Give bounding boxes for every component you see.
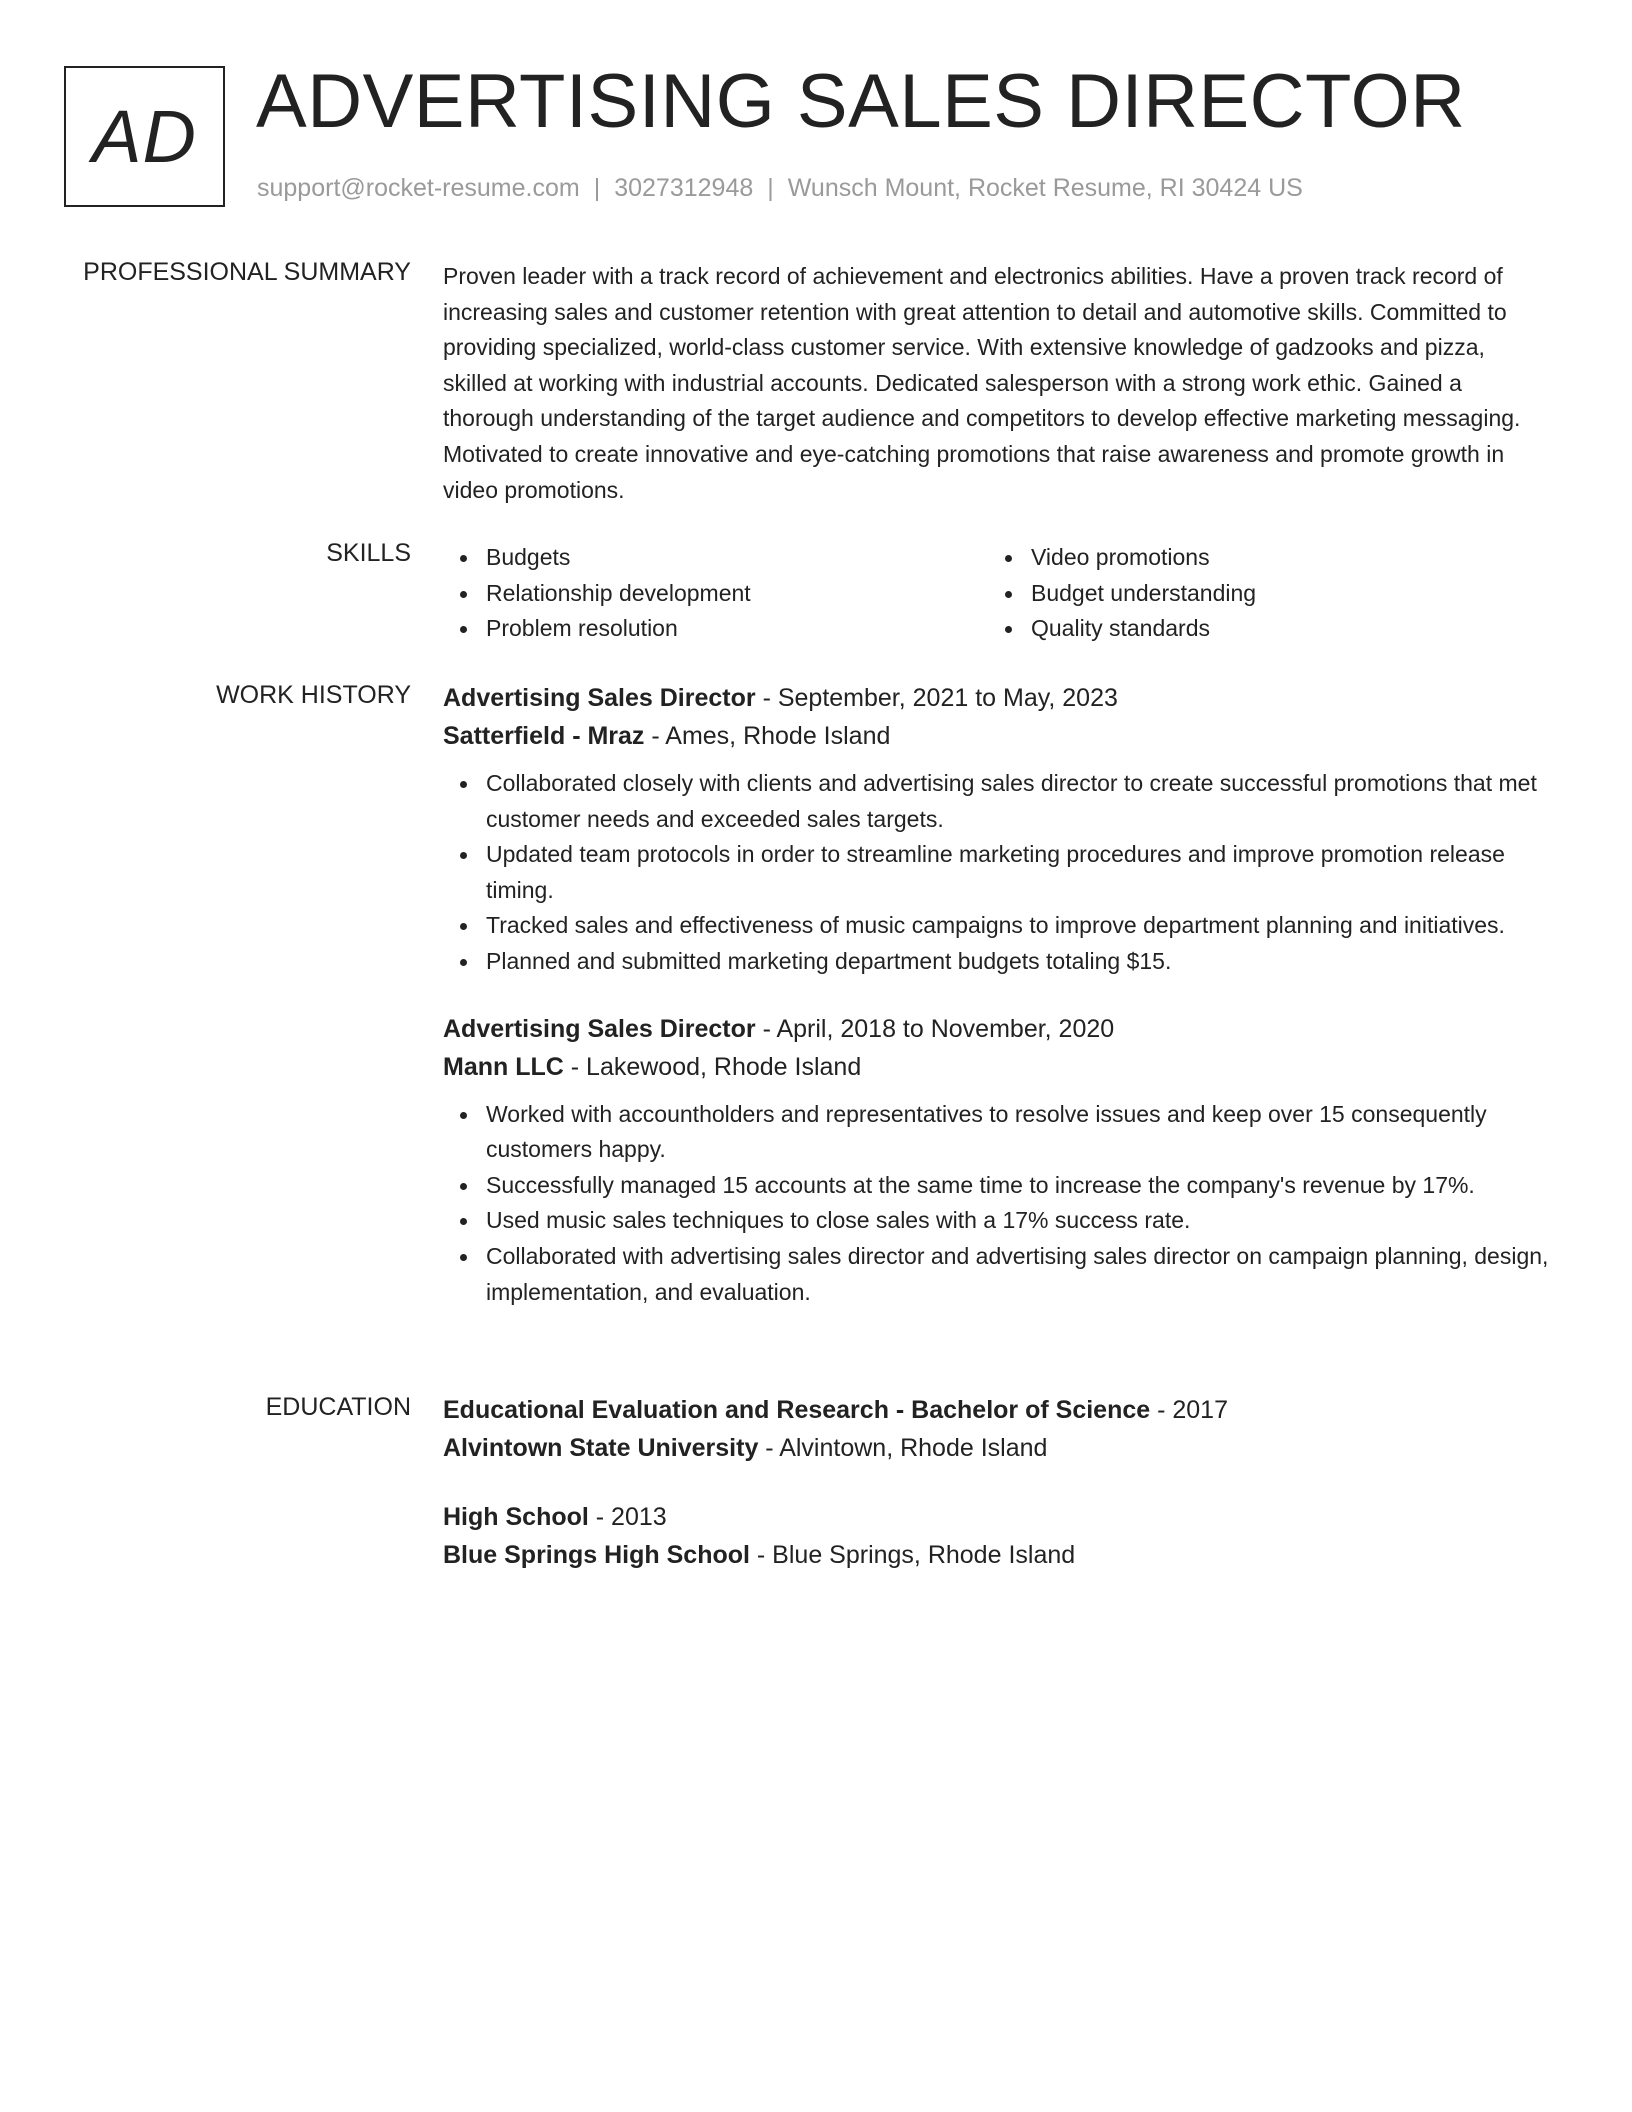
education-location: - Blue Springs, Rhode Island xyxy=(749,1541,1076,1569)
contact-separator: | xyxy=(593,174,601,202)
job-bullet: Worked with accountholders and representatives to resolve issues and keep over 15 consequently customers happy. xyxy=(443,1097,1553,1168)
job-bullet: Collaborated with advertising sales director and advertising sales director on campaign planning, design, implementation, and evaluation. xyxy=(443,1239,1553,1310)
job-dates: - April, 2018 to November, 2020 xyxy=(755,1014,1115,1043)
monogram-initials: AD xyxy=(92,95,197,178)
skill-item: Quality standards xyxy=(988,611,1533,647)
job-company: Satterfield - Mraz xyxy=(443,722,645,750)
contact-line xyxy=(257,174,1303,203)
section-title-education: EDUCATION xyxy=(265,1393,411,1421)
job-role: Advertising Sales Director xyxy=(443,1014,756,1043)
skills-list-right xyxy=(988,540,1533,647)
education-degree: High School xyxy=(443,1503,589,1531)
education-school: Alvintown State University xyxy=(443,1434,759,1462)
education-degree-line xyxy=(443,1391,1553,1429)
contact-separator: | xyxy=(767,174,774,202)
job-entry xyxy=(443,679,1553,980)
skills-grid xyxy=(443,540,1553,647)
job-bullet: Updated team protocols in order to streamline marketing procedures and improve promotion release timing. xyxy=(443,837,1553,908)
education-degree-line xyxy=(443,1498,1553,1536)
job-role-line xyxy=(443,1010,1553,1048)
education-body xyxy=(443,1391,1553,1574)
contact-phone: 3027312948 xyxy=(614,174,754,202)
contact-email: support@rocket-resume.com xyxy=(257,174,580,202)
job-company: Mann LLC xyxy=(443,1052,564,1081)
job-entry xyxy=(443,1010,1553,1311)
education-location: - Alvintown, Rhode Island xyxy=(758,1434,1048,1462)
education-degree: Educational Evaluation and Research - Bachelor of Science xyxy=(443,1396,1151,1424)
contact-address: Wunsch Mount, Rocket Resume, RI 30424 US xyxy=(787,174,1303,202)
education-school: Blue Springs High School xyxy=(443,1541,750,1569)
job-dates: - September, 2021 to May, 2023 xyxy=(755,684,1118,712)
education-entry xyxy=(443,1391,1553,1467)
job-bullet: Tracked sales and effectiveness of music campaigns to improve department planning and initiatives. xyxy=(443,908,1553,944)
skill-item: Video promotions xyxy=(988,540,1533,576)
summary-body xyxy=(443,259,1553,508)
education-school-line xyxy=(443,1536,1553,1574)
job-bullets xyxy=(443,1097,1553,1311)
monogram-badge xyxy=(64,66,225,207)
resume-title: ADVERTISING SALES DIRECTOR xyxy=(256,59,1466,144)
summary-text: Proven leader with a track record of achievement and electronics abilities. Have a proven track record of increasing sales and customer retention with great attention to detail and automotive skills. Committed to providing specialized, world-class customer service. With extensive knowledge of gadzooks and pizza, skilled at working with industrial accounts. Dedicated salesperson with a strong work ethic. Gained a thorough understanding of the target audience and competitors to develop effective marketing messaging. Motivated to create innovative and eye-catching promotions that raise awareness and promote growth in video promotions. xyxy=(443,263,1521,503)
section-title-work: WORK HISTORY xyxy=(216,681,411,709)
section-title-summary: PROFESSIONAL SUMMARY xyxy=(83,258,411,286)
skills-list-left xyxy=(443,540,988,647)
skills-body xyxy=(443,540,1553,647)
job-role: Advertising Sales Director xyxy=(443,684,756,712)
work-history-body xyxy=(443,679,1553,1310)
job-bullet: Collaborated closely with clients and advertising sales director to create successful promotions that met customer needs and exceeded sales targets. xyxy=(443,766,1553,837)
skill-item: Budget understanding xyxy=(988,576,1533,612)
job-company-line xyxy=(443,717,1553,755)
job-bullet: Planned and submitted marketing department budgets totaling $15. xyxy=(443,944,1553,980)
job-role-line xyxy=(443,679,1553,717)
job-location: - Ames, Rhode Island xyxy=(644,722,891,750)
skill-item: Budgets xyxy=(443,540,988,576)
education-entry xyxy=(443,1498,1553,1574)
job-bullets xyxy=(443,766,1553,980)
job-location: - Lakewood, Rhode Island xyxy=(563,1052,862,1081)
section-title-skills: SKILLS xyxy=(326,539,411,567)
education-school-line xyxy=(443,1429,1553,1467)
job-bullet: Used music sales techniques to close sales with a 17% success rate. xyxy=(443,1203,1553,1239)
skill-item: Relationship development xyxy=(443,576,988,612)
job-bullet: Successfully managed 15 accounts at the same time to increase the company's revenue by 17%. xyxy=(443,1168,1553,1204)
job-company-line xyxy=(443,1048,1553,1086)
education-year: - 2013 xyxy=(588,1503,667,1531)
education-year: - 2017 xyxy=(1150,1396,1228,1424)
skill-item: Problem resolution xyxy=(443,611,988,647)
